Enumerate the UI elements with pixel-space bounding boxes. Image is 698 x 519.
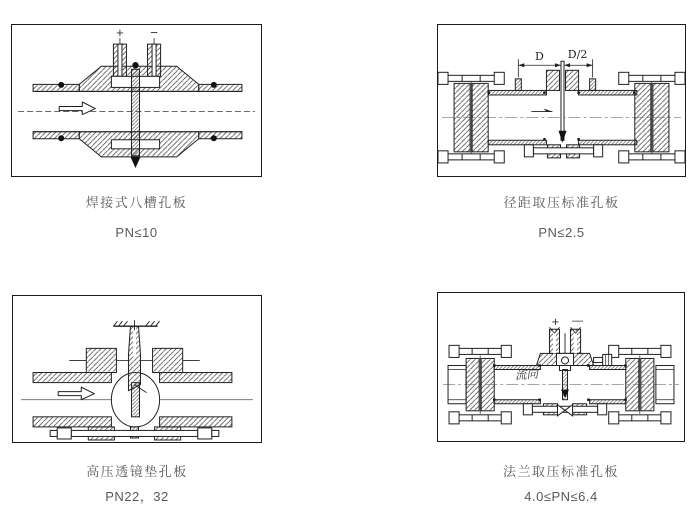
- dimension-d-label: D: [534, 50, 544, 64]
- dimension-d-half-label: D/2: [567, 48, 588, 62]
- pressure-tap-tubes: [549, 327, 580, 353]
- pressure-rating-lens-gasket-orifice: PN22，32: [105, 489, 169, 504]
- pressure-rating-flange-taps-orifice: 4.0≤PN≤6.4: [524, 489, 598, 504]
- minus-tap-label: —: [572, 315, 584, 328]
- panel-lens-gasket-orifice: [12, 295, 262, 443]
- figure-title-welded-slot-orifice: 焊接式八槽孔板: [85, 195, 188, 210]
- figure-title-lens-gasket-orifice: 高压透镜垫孔板: [86, 464, 188, 479]
- figure-title-flange-taps-orifice: 法兰取压标准孔板: [502, 464, 619, 479]
- diagram-flange-taps-orifice-plate: [438, 293, 684, 441]
- pressure-rating-welded-slot-orifice: PN≤10: [115, 225, 158, 240]
- flow-arrow: [59, 102, 95, 115]
- vent-bolt: [594, 354, 612, 365]
- flow-arrow: [58, 387, 94, 400]
- diagram-dd2-taps-orifice-plate: [438, 25, 685, 176]
- weld-dot-top: [132, 62, 138, 68]
- panel-flange-taps-orifice: [437, 292, 685, 442]
- drain-arrow: [130, 157, 140, 168]
- bottom-bolt-assembly: [50, 427, 219, 440]
- drain-arrow: [558, 131, 566, 143]
- orifice-plate: [131, 69, 139, 156]
- diagram-lens-gasket-orifice-plate: [13, 296, 261, 442]
- diagram-welded-slot-orifice-plate: [12, 25, 261, 176]
- tap-stud-downstream: [590, 79, 596, 91]
- bottom-drain-assembly: [523, 404, 606, 416]
- figure-title-dd2-taps-orifice: 径距取压标准孔板: [503, 195, 620, 210]
- pressure-rating-dd2-taps-orifice: PN≤2.5: [538, 225, 585, 240]
- plus-tap-label: +: [116, 25, 124, 41]
- flow-direction-label: 流向: [514, 368, 539, 383]
- orifice-plate: [561, 61, 564, 140]
- tap-stud-upstream: [515, 79, 521, 91]
- panel-dd2-taps-orifice: [437, 24, 686, 177]
- plus-tap-label: +: [551, 314, 560, 330]
- minus-tap-label: −: [150, 25, 158, 41]
- panel-welded-slot-orifice: [11, 24, 262, 177]
- flow-arrow: [531, 109, 552, 112]
